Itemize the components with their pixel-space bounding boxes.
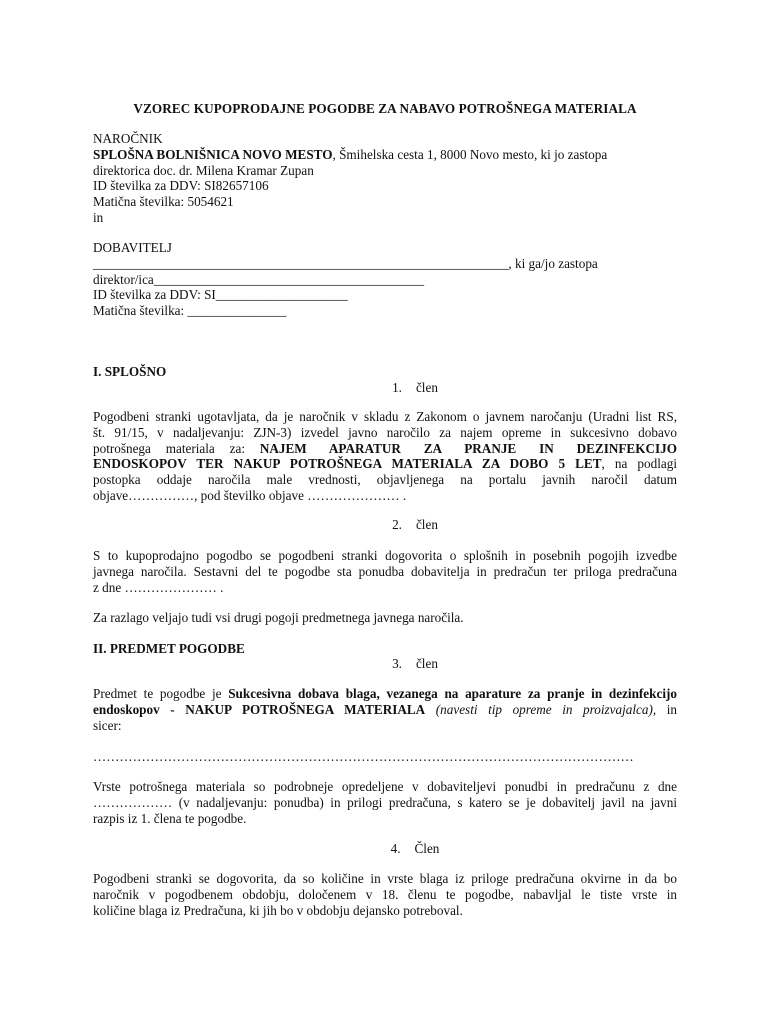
dobavitelj-director: direktor/ica_________________________________________ [93,271,425,287]
clen-2-number: 2. [392,517,402,532]
clen-3-line-1 [93,686,677,702]
clen-4-line-3: količine blaga iz Predračuna, ki jih bo v obdobju dejansko potreboval. [93,902,463,918]
clen-4-paragraph [93,871,677,918]
narocnik-address: , Šmihelska cesta 1, 8000 Novo mesto, ki jo zastopa [332,146,608,162]
clen-4-line-2: naročnik v pogodbenem obdobju, določenem v 18. členu te pogodbe, nabavljal le tiste vrste in [93,886,677,902]
clen-2-heading [0,517,770,533]
clen-4-number: 4. [390,841,401,856]
clen-1-subject-title: NAJEM APARATUR ZA PRANJE IN DEZINFEKCIJO [259,440,677,456]
clen-3-paragraph-2 [93,779,677,826]
narocnik-ddv: ID številka za DDV: SI82657106 [93,178,269,194]
clen-1-line-4 [93,456,677,472]
dobavitelj-name-blank: _______________________________________________________________ [93,255,509,271]
clen-3-instruction-italic: (navesti tip opreme in proizvajalca) [425,701,653,717]
clen-2-paragraph [93,548,677,595]
clen-3-line-1-text: Predmet te pogodbe je [93,686,229,701]
section-2-heading: II. PREDMET POGODBE [93,641,245,656]
narocnik-block [93,131,677,226]
clen-2-line-2: javnega naročila. Sestavni del te pogodbe sta ponudba dobavitelja in predračun ter priloga predračuna [93,563,677,579]
narocnik-maticna: Matična številka: 5054621 [93,194,234,210]
clen-2-label: člen [415,517,438,532]
dobavitelj-maticna-blank: _______________ [187,303,287,319]
dobavitelj-maticna-label: Matična številka: [93,303,188,319]
narocnik-director: direktorica doc. dr. Milena Kramar Zupan [93,162,314,178]
dobavitelj-name-tail: , ki ga/jo zastopa [508,255,598,271]
clen-3-subject-bold-cont: endoskopov - NAKUP POTROŠNEGA MATERIALA [93,701,426,717]
clen-1-line-6: objave……………, pod številko objave ………………… . [93,487,407,503]
clen-1-subject-title-cont: ENDOSKOPOV TER NAKUP POTROŠNEGA MATERIALA ZA DOBO 5 LET [93,456,602,472]
clen-3-line-2-tail: , in [652,701,677,717]
clen-3-label: člen [415,656,438,671]
document-title: VZOREC KUPOPRODAJNE POGODBE ZA NABAVO POTROŠNEGA MATERIALA [133,101,637,116]
clen-3-p2-line-3: razpis iz 1. člena te pogodbe. [93,810,247,826]
clen-1-line-1: Pogodbeni stranki ugotavljata, da je naročnik v skladu z Zakonom o javnem naročanju (Uradni list RS, [93,409,677,424]
narocnik-in: in [93,209,104,225]
clen-3-line-2 [93,702,677,718]
clen-3-subject-bold: Sukcesivna dobava blaga, vezanega na aparature za pranje in dezinfekcijo [228,686,677,701]
clen-1-label: člen [415,380,438,395]
clen-1-line-4-tail: , na podlagi [601,456,677,472]
clen-1-heading [0,380,770,396]
clen-1-line-5: postopka oddaje naročila male vrednosti, objavljenega na portalu javnih naročil datum [93,472,677,488]
clen-1-line-3-text: potrošnega materiala za: [93,440,260,456]
clen-1-paragraph [93,409,677,504]
clen-1-number: 1. [392,380,402,395]
clen-3-dotted-line: …………………………………………………………………………………………………………… [93,749,634,764]
dobavitelj-maticna-line [93,303,677,319]
dobavitelj-label: DOBAVITELJ [93,240,172,255]
narocnik-name: SPLOŠNA BOLNIŠNICA NOVO MESTO [93,146,333,162]
clen-2-line-3: z dne ………………… . [93,579,224,595]
clen-3-number: 3. [392,656,402,671]
clen-4-label: Člen [414,841,440,856]
clen-3-p2-line-1: Vrste potrošnega materiala so podrobneje opredeljene v dobaviteljevi ponudbi in predračunu z dne [93,779,677,794]
section-1-heading: I. SPLOŠNO [93,364,167,379]
clen-3-paragraph [93,686,677,733]
dobavitelj-ddv: ID številka za DDV: SI____________________ [93,287,348,303]
narocnik-name-line [93,147,677,163]
clen-2-paragraph-2: Za razlago veljajo tudi vsi drugi pogoji predmetnega javnega naročila. [93,610,464,625]
narocnik-label: NAROČNIK [93,131,163,146]
clen-4-heading [0,841,770,857]
clen-4-line-1: Pogodbeni stranki se dogovorita, da so količine in vrste blaga iz priloge predračuna okvirne in da bo [93,871,677,886]
dobavitelj-name-line [93,256,677,272]
clen-3-line-3: sicer: [93,717,122,733]
clen-3-heading [0,656,770,672]
clen-2-line-1: S to kupoprodajno pogodbo se pogodbeni stranki dogovorita o splošnih in posebnih pogojih izvedbe [93,548,677,563]
clen-1-line-2: št. 91/15, v nadaljevanju: ZJN-3) izvedel javno naročilo za najem opreme in sukcesivno dobavo [93,424,677,440]
clen-3-p2-line-2: ……………… (v nadaljevanju: ponudba) in prilogi predračuna, s katero se je dobavitelj javil na javni [93,794,677,810]
clen-1-line-3 [93,441,677,457]
dobavitelj-block [93,240,677,319]
